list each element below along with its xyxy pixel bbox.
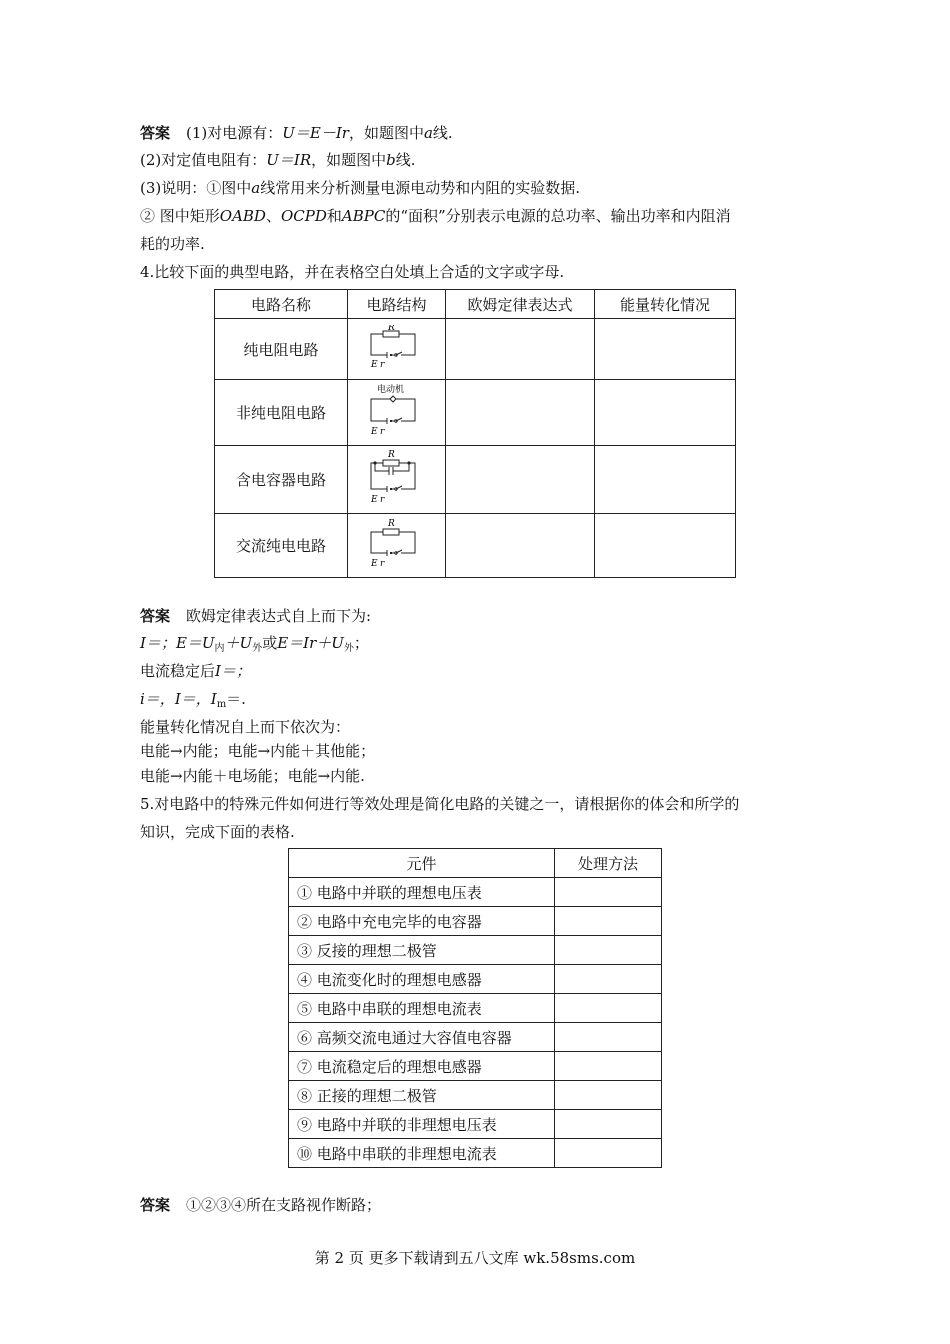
cell-ohm-2[interactable] bbox=[446, 380, 595, 446]
row-name-ac-pure: 交流纯电电路 bbox=[215, 514, 348, 578]
motor-circuit-icon bbox=[365, 383, 429, 439]
table-row: ② 电路中充电完毕的电容器 bbox=[289, 907, 555, 936]
answer-cell[interactable] bbox=[555, 878, 662, 907]
svg-text:E: E bbox=[370, 558, 378, 569]
answer-cell[interactable] bbox=[555, 1023, 662, 1052]
table-row: ⑩ 电路中串联的非理想电流表 bbox=[289, 1139, 555, 1168]
q5-title-line1: 5.对电路中的特殊元件如何进行等效处理是简化电路的关键之一，请根据你的体会和所学的 bbox=[140, 795, 740, 813]
cell-energy-3[interactable] bbox=[595, 446, 736, 514]
ac-circuit-icon bbox=[365, 519, 429, 569]
svg-text:E: E bbox=[370, 494, 378, 505]
cell-energy-4[interactable] bbox=[595, 514, 736, 578]
table-row: ⑨ 电路中并联的非理想电压表 bbox=[289, 1110, 555, 1139]
resistor-circuit-icon bbox=[365, 325, 429, 369]
table-row: ③ 反接的理想二极管 bbox=[289, 936, 555, 965]
answer-label: 答案 bbox=[140, 124, 171, 142]
table-row: ⑤ 电路中串联的理想电流表 bbox=[289, 994, 555, 1023]
answer2-line5: 能量转化情况自上而下依次为： bbox=[140, 718, 351, 736]
answer-cell[interactable] bbox=[555, 936, 662, 965]
table-row: ⑥ 高频交流电通过大容值电容器 bbox=[289, 1023, 555, 1052]
table-row: ⑦ 电流稳定后的理想电感器 bbox=[289, 1052, 555, 1081]
svg-text:r: r bbox=[379, 494, 384, 505]
row-name-nonpure-resistor: 非纯电阻电路 bbox=[215, 380, 348, 446]
row-name-capacitor: 含电容器电路 bbox=[215, 446, 348, 514]
capacitor-circuit-icon bbox=[365, 449, 429, 507]
svg-text:r: r bbox=[379, 360, 384, 369]
cell-ohm-3[interactable] bbox=[446, 446, 595, 514]
answer3-line1: 答案 ①②③④所在支路视作断路； bbox=[140, 1196, 382, 1214]
q4-title: 4.比较下面的典型电路，并在表格空白处填上合适的文字或字母. bbox=[140, 263, 565, 281]
svg-text:R: R bbox=[387, 449, 395, 460]
answer2-line7: 电能→内能＋电场能；电能→内能. bbox=[140, 767, 365, 785]
svg-text:E: E bbox=[370, 426, 378, 437]
cell-energy-2[interactable] bbox=[595, 380, 736, 446]
circuit-diagram-pure-resistor bbox=[348, 319, 446, 380]
svg-text:r: r bbox=[379, 558, 384, 569]
svg-text:r: r bbox=[379, 426, 384, 437]
header-energy: 能量转化情况 bbox=[595, 290, 736, 319]
circuit-table bbox=[214, 289, 736, 578]
component-table bbox=[288, 848, 662, 1168]
cell-ohm-4[interactable] bbox=[446, 514, 595, 578]
header-ohm-law: 欧姆定律表达式 bbox=[446, 290, 595, 319]
row-name-pure-resistor: 纯电阻电路 bbox=[215, 319, 348, 380]
answer-cell[interactable] bbox=[555, 1081, 662, 1110]
answer2-line2: I＝；$E=U_内+U_外$或$E=Ir+U_外$； bbox=[140, 634, 369, 654]
table-row: ① 电路中并联的理想电压表 bbox=[289, 878, 555, 907]
svg-text:R: R bbox=[387, 325, 395, 333]
answer-label: 答案 bbox=[140, 1196, 171, 1214]
answer-cell[interactable] bbox=[555, 1110, 662, 1139]
answer1-line1: 答案 (1)对电源有：U＝E－Ir，如题图中a线. bbox=[140, 124, 453, 142]
circuit-diagram-capacitor bbox=[348, 446, 446, 514]
header-component: 元件 bbox=[289, 849, 555, 878]
answer2-line1: 答案 欧姆定律表达式自上而下为: bbox=[140, 607, 372, 625]
circuit-diagram-ac bbox=[348, 514, 446, 578]
table-row: ④ 电流变化时的理想电感器 bbox=[289, 965, 555, 994]
header-circuit-structure: 电路结构 bbox=[348, 290, 446, 319]
answer1-line5: 耗的功率. bbox=[140, 235, 205, 253]
answer-cell[interactable] bbox=[555, 994, 662, 1023]
answer2-line3: 电流稳定后I＝； bbox=[140, 662, 251, 680]
answer-cell[interactable] bbox=[555, 965, 662, 994]
header-method: 处理方法 bbox=[555, 849, 662, 878]
table-row: ⑧ 正接的理想二极管 bbox=[289, 1081, 555, 1110]
cell-ohm-1[interactable] bbox=[446, 319, 595, 380]
answer1-line4: ② 图中矩形OABD、OCPD和ABPC的“面积”分别表示电源的总功率、输出功率和内阻消 bbox=[140, 207, 731, 225]
svg-text:E: E bbox=[370, 360, 378, 369]
answer2-line4: i＝，I＝，$I_m=$. bbox=[140, 690, 246, 710]
page-footer: 第 2 页 更多下载请到五八文库 wk.58sms.com bbox=[314, 1249, 636, 1267]
q5-title-line2: 知识，完成下面的表格. bbox=[140, 823, 295, 841]
svg-text:R: R bbox=[387, 518, 395, 529]
answer1-line3: (3)说明：①图中a线常用来分析测量电源电动势和内阻的实验数据. bbox=[140, 179, 580, 197]
answer-cell[interactable] bbox=[555, 1052, 662, 1081]
header-circuit-name: 电路名称 bbox=[215, 290, 348, 319]
answer-cell[interactable] bbox=[555, 1139, 662, 1168]
answer2-line6: 电能→内能；电能→内能＋其他能； bbox=[140, 742, 376, 760]
circuit-diagram-motor bbox=[348, 380, 446, 446]
cell-energy-1[interactable] bbox=[595, 319, 736, 380]
answer1-line2: (2)对定值电阻有：U＝IR，如题图中b线. bbox=[140, 151, 416, 169]
answer-label: 答案 bbox=[140, 607, 171, 625]
svg-text:电动机: 电动机 bbox=[376, 384, 404, 395]
answer-cell[interactable] bbox=[555, 907, 662, 936]
